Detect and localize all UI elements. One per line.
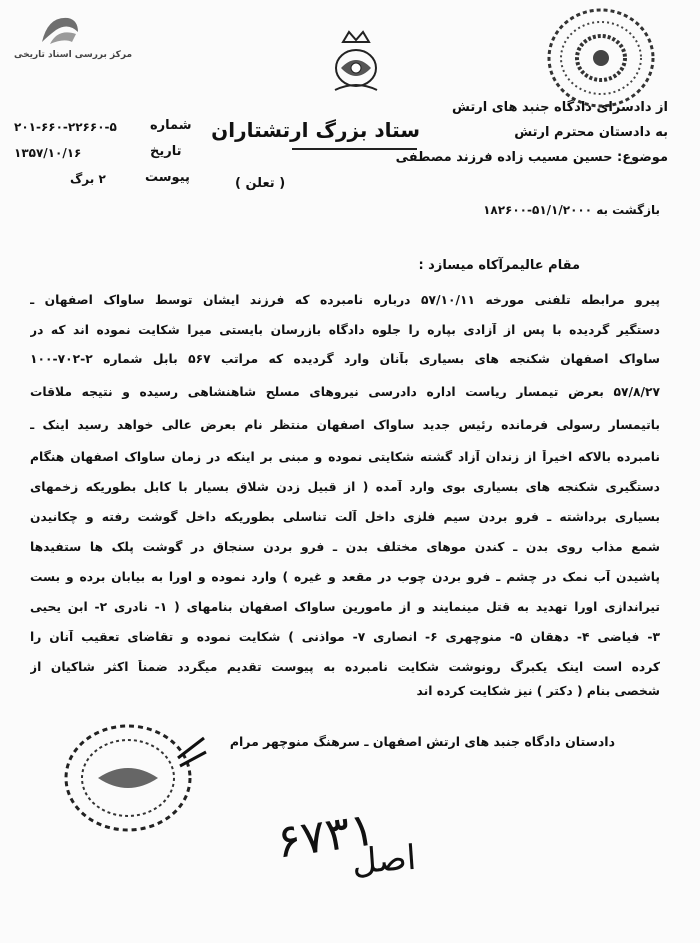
body-line: دستگیر گردیده با پس از آزادی بپاره را جلوه دادگاه بازرسان بایستی میرا شکایت نموده اند که در [30, 323, 660, 337]
handwritten-number: ۶۷۳۱ [272, 801, 379, 869]
subject-line: موضوع: حسین مسیب زاده فرزند مصطفی [395, 150, 668, 165]
archive-logo [38, 12, 82, 48]
number-value: ۲۰۱-۶۶۰-۲۲۶۶۰-۵ [14, 120, 117, 134]
number-label: شماره [150, 118, 192, 133]
recipient-line-1: از دادسرای دادگاه جنبد های ارتش [451, 100, 668, 115]
stamp-seal-icon [58, 718, 208, 836]
org-title: ستاد بزرگ ارتشتاران [211, 118, 420, 142]
handwritten-word: اصل [350, 837, 418, 883]
bottom-seal [58, 718, 208, 836]
date-label: تاریخ [150, 144, 182, 159]
body-line: ساواک اصفهان شکنجه های بسیاری بآنان وارد گردیده که مراتب ۵۶۷ بابل شماره ۲-۷۰۲-۱۰۰ [30, 352, 660, 366]
body-line: تیراندازی اورا تهدید به قتل مینمایند و از مامورین ساواک اصفهان بنامهای ( ۱- نادری ۲- ابن یحیی [30, 600, 660, 614]
body-line: ۵۷/۸/۲۷ بعرض تیمسار ریاست اداره دادرسی نیروهای مسلح شاهنشاهی رسیده و نتیجه ملاقات [30, 385, 660, 399]
archive-logo-icon [38, 12, 82, 48]
body-line: بسیاری برداشته ـ فرو بردن سیم فلزی داخل آلت تناسلی بطوریکه داخل گوشت رفته و چکانیدن [30, 510, 660, 524]
body-line: نامبرده بالاکه اخیراً از زندان آزاد گشته شکایتی نموده و مبنی بر اینکه در زمان ساواک اصفهان هنگام [30, 450, 660, 464]
body-line: شمع مذاب روی بدن ـ کندن موهای مختلف بدن ـ فرو بردن سنجاق در گوشت پلک ها ستفیدها [30, 540, 660, 554]
date-value: ۱۳۵۷/۱۰/۱۶ [14, 146, 82, 160]
archive-watermark-text: مرکز بررسی اسناد تاریخی [14, 50, 133, 60]
body-line: کرده است اینک یکبرگ رونوشت شکایت نامبرده به پیوست تقدیم میگردد ضمناً اکثر شاکیان از [30, 660, 660, 674]
body-line: باتیمسار رسولی فرمانده رئیس جدید ساواک اصفهان منتظر نام بعرض عالی خواهد رسید اینک ـ [30, 418, 660, 432]
reference-line: بازگشت به ۵۱/۱/۲۰۰۰-۱۸۲۶۰۰ [483, 203, 660, 217]
body-line-last: شخصی بنام ( دکتر ) نیز شکایت کرده اند [416, 684, 660, 698]
round-seal-icon [545, 6, 657, 111]
body-line: پاشیدن آب نمک در چشم ـ فرو بردن چوب در مقعد و غیره ) وارد نموده و اورا به بیابان برده و بست [30, 570, 660, 584]
recipient-line-2: به دادستان محترم ارتش [514, 125, 668, 140]
signature-line: دادستان دادگاه جنبد های ارتش اصفهان ـ سرهنگ منوچهر مرام [229, 734, 615, 749]
crown-emblem-icon [325, 28, 387, 98]
attachment-value: ۲ برگ [70, 172, 106, 186]
title-underline [292, 114, 417, 150]
state-emblem [325, 28, 387, 98]
body-line: دستگیری شکنجه های بسیاری بوی وارد آمده ( از قبیل زدن شلاق بسیار با کابل بطوریکه زخمهای [30, 480, 660, 494]
attachment-label: پیوست [145, 170, 190, 185]
confidential-tag: ( تعلن ) [235, 176, 286, 191]
body-line: ۳- فیاضی ۴- دهقان ۵- منوچهری ۶- انصاری ۷- مواذنی ) شکایت نموده و تقاضای تعقیب آنان را [30, 630, 660, 644]
body-line: پیرو مرابطه تلفنی مورخه ۵۷/۱۰/۱۱ درباره نامبرده که فرزند ایشان توسط ساواک اصفهان ـ [30, 293, 660, 307]
top-seal [545, 6, 657, 111]
salutation: مقام عالیمرآکاه میسازد : [418, 258, 580, 273]
